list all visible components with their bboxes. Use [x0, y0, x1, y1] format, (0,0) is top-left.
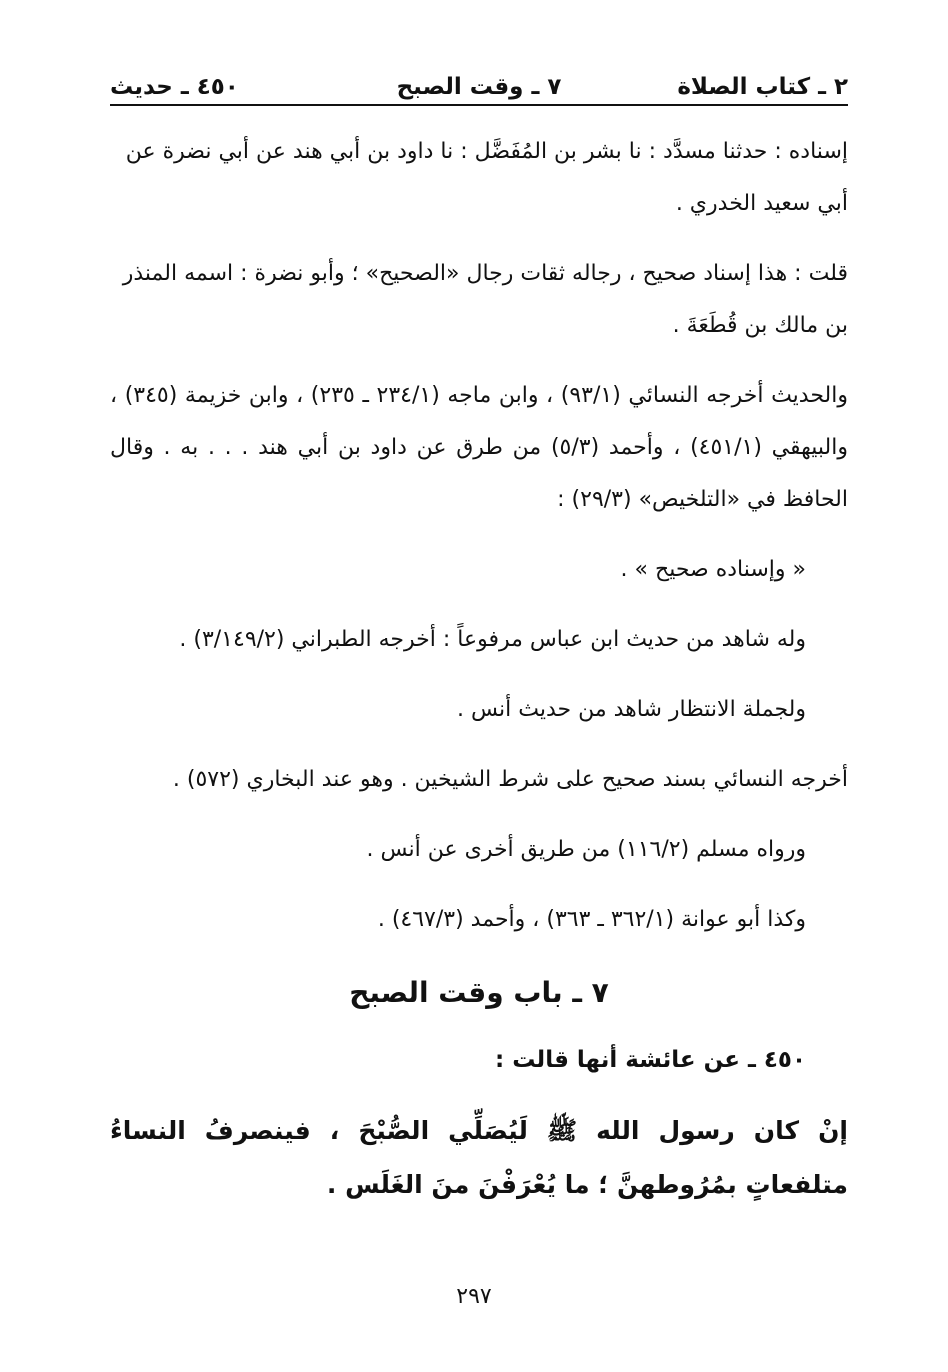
nasai-paragraph: أخرجه النسائي بسند صحيح على شرط الشيخين . وهو عند البخاري (٥٧٢) . [172, 767, 848, 792]
authentication-paragraph: قلت : هذا إسناد صحيح ، رجاله ثقات رجال «الصحيح» ؛ وأبو نضرة : اسمه المنذر بن مالك بن قُطَعَةَ . [122, 261, 848, 338]
muslim-paragraph: ورواه مسلم (١١٦/٢) من طريق أخرى عن أنس . [366, 837, 806, 862]
header-rule [110, 104, 848, 106]
abu-awana-paragraph: وكذا أبو عوانة (٣٦٢/١ ـ ٣٦٣) ، وأحمد (٤٦٧/٣) . [377, 907, 806, 932]
header-hadith-number: ٤٥٠ ـ حديث [110, 74, 239, 100]
running-header [110, 62, 848, 102]
header-book-title: ٢ ـ كتاب الصلاة [677, 74, 848, 100]
header-chapter-title: ٧ ـ وقت الصبح [396, 74, 562, 100]
intizar-paragraph: ولجملة الانتظار شاهد من حديث أنس . [456, 697, 806, 722]
hadith-heading: ٤٥٠ ـ عن عائشة أنها قالت : [495, 1047, 806, 1073]
hadith-text: إنْ كان رسول الله ﷺ لَيُصَلِّي الصُّبْحَ ، فينصرفُ النساءُ متلفعاتٍ بمُرُوطهنَّ ؛ ما يُعْرَفْنَ منَ الغَلَس . [110, 1116, 848, 1199]
page-body [110, 126, 848, 1212]
shahid-paragraph: وله شاهد من حديث ابن عباس مرفوعاً : أخرجه الطبراني (٣/١٤٩/٢) . [179, 627, 806, 652]
section-title: ٧ ـ باب وقت الصبح [349, 976, 609, 1009]
page-number: ٢٩٧ [456, 1284, 492, 1309]
takhrij-paragraph: والحديث أخرجه النسائي (٩٣/١) ، وابن ماجه (٢٣٤/١ ـ ٢٣٥) ، وابن خزيمة (٣٤٥) ، والبيهقي (٤٥١/١) ، وأحمد (٥/٣) من طرق عن داود بن أبي هند . . . به . وقال الحافظ في «التلخيص» (٢٩/٣) : [110, 383, 848, 512]
quote-paragraph: « وإسناده صحيح » . [620, 557, 806, 582]
isnad-paragraph: إسناده : حدثنا مسدَّد : نا بشر بن المُفَضَّل : نا داود بن أبي هند عن أبي نضرة عن أبي سعيد الخدري . [125, 139, 848, 216]
